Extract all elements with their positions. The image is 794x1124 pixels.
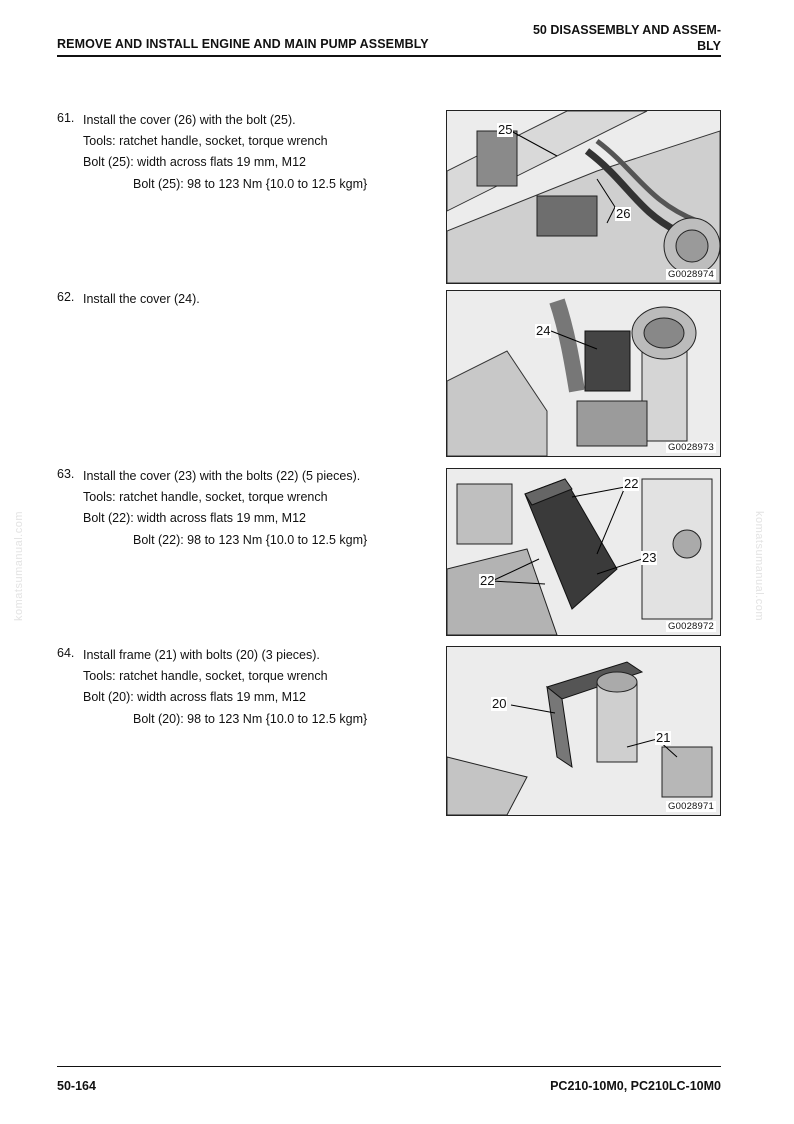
figure-step-64 bbox=[446, 646, 721, 816]
section-title-line2: BLY bbox=[697, 39, 721, 53]
step-text: Bolt (20): width across flats 19 mm, M12 bbox=[83, 690, 306, 704]
step-text: Bolt (22): width across flats 19 mm, M12 bbox=[83, 511, 306, 525]
step-text: Install the cover (26) with the bolt (25). bbox=[83, 113, 296, 127]
callout-label: 25 bbox=[498, 122, 513, 137]
figure-code: G0028972 bbox=[668, 621, 714, 632]
callout-label: 20 bbox=[492, 696, 507, 711]
step-text: Install the cover (23) with the bolts (22) (5 pieces). bbox=[83, 469, 361, 483]
callout-label: 22 bbox=[624, 476, 639, 491]
callout-label: 22 bbox=[480, 573, 495, 588]
step-number: 63. bbox=[57, 467, 75, 481]
page-title: REMOVE AND INSTALL ENGINE AND MAIN PUMP ASSEMBLY bbox=[57, 37, 429, 51]
step-text: Install the cover (24). bbox=[83, 292, 200, 306]
page-number: 50-164 bbox=[57, 1079, 96, 1093]
step-number: 62. bbox=[57, 290, 75, 304]
model-list: PC210-10M0, PC210LC-10M0 bbox=[550, 1079, 721, 1093]
step-text: Tools: ratchet handle, socket, torque wrench bbox=[83, 669, 328, 683]
footer-divider bbox=[57, 1066, 721, 1067]
callout-label: 21 bbox=[656, 730, 671, 745]
step-number: 61. bbox=[57, 111, 75, 125]
figure-illustration bbox=[447, 111, 720, 283]
figure-illustration bbox=[447, 469, 720, 635]
callout-label: 24 bbox=[536, 323, 551, 338]
step-text: Tools: ratchet handle, socket, torque wrench bbox=[83, 490, 328, 504]
torque-spec: Bolt (20): 98 to 123 Nm {10.0 to 12.5 kgm} bbox=[133, 712, 368, 726]
section-title bbox=[461, 22, 721, 54]
torque-spec: Bolt (25): 98 to 123 Nm {10.0 to 12.5 kgm} bbox=[133, 177, 368, 191]
figure-step-63 bbox=[446, 468, 721, 636]
torque-spec: Bolt (22): 98 to 123 Nm {10.0 to 12.5 kgm} bbox=[133, 533, 368, 547]
figure-code: G0028971 bbox=[668, 801, 714, 812]
step-text: Tools: ratchet handle, socket, torque wrench bbox=[83, 134, 328, 148]
figure-step-62 bbox=[446, 290, 721, 457]
figure-illustration bbox=[447, 291, 720, 456]
callout-label: 23 bbox=[642, 550, 657, 565]
watermark-left: komatsumanual.com bbox=[13, 511, 25, 621]
section-title-line1: 50 DISASSEMBLY AND ASSEM- bbox=[532, 23, 721, 37]
figure-illustration bbox=[447, 647, 720, 815]
step-text: Install frame (21) with bolts (20) (3 pieces). bbox=[83, 648, 320, 662]
header-divider bbox=[57, 55, 721, 57]
step-number: 64. bbox=[57, 646, 75, 660]
step-text: Bolt (25): width across flats 19 mm, M12 bbox=[83, 155, 306, 169]
figure-code: G0028974 bbox=[668, 269, 714, 280]
figure-code: G0028973 bbox=[668, 442, 714, 453]
watermark-right: komatsumanual.com bbox=[753, 511, 765, 621]
figure-step-61 bbox=[446, 110, 721, 284]
callout-label: 26 bbox=[616, 206, 631, 221]
